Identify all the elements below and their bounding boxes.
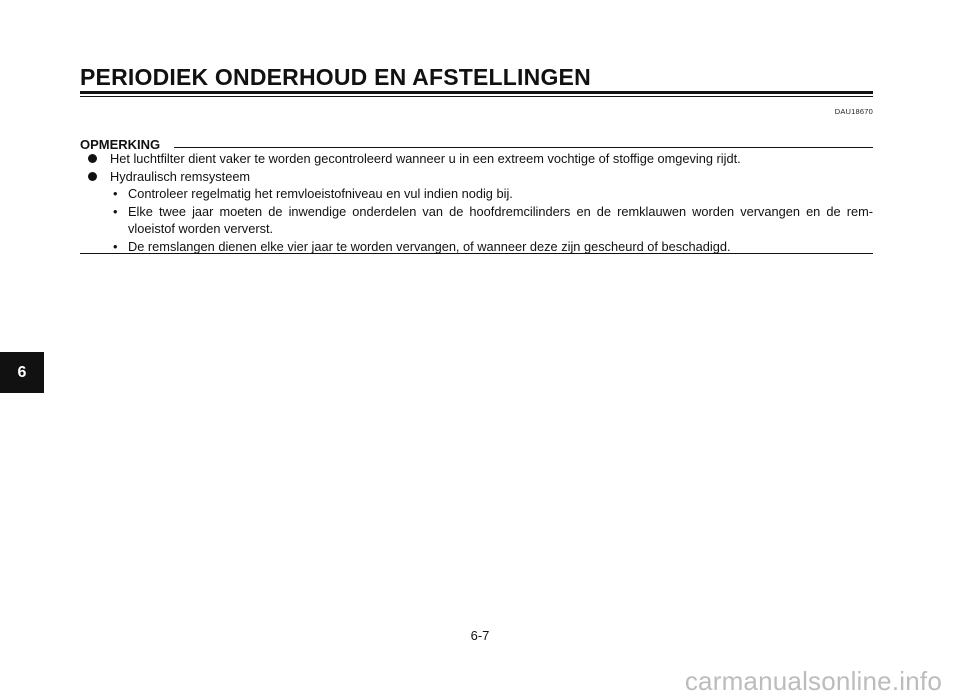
title-rule — [80, 91, 873, 94]
page-title: PERIODIEK ONDERHOUD EN AFSTELLINGEN — [80, 64, 591, 90]
title-rule-thin — [80, 96, 873, 97]
note-subitem-text: Controleer regelmatig het remvloeistofniveau en vul indien nodig bij. — [128, 186, 513, 201]
chapter-tab: 6 — [0, 352, 44, 393]
note-subitem — [80, 185, 873, 203]
page-number: 6-7 — [470, 628, 490, 643]
note-body — [80, 150, 873, 255]
bullet-dot-icon — [88, 172, 97, 181]
small-bullet-icon: • — [113, 238, 118, 254]
note-subitem-text: Elke twee jaar moeten de inwendige onderdelen van de hoofdremcilinders en de remklauwen worden vervangen en de rem-vloeistof worden ververst. — [128, 203, 873, 236]
watermark: carmanualsonline.info — [684, 666, 942, 696]
note-item-text: Het luchtfilter dient vaker te worden gecontroleerd wanneer u in een extreem vochtige of stoffige omgeving rijdt. — [110, 151, 741, 166]
bullet-dot-icon — [88, 154, 97, 163]
small-bullet-icon: • — [113, 186, 118, 201]
note-subitem — [80, 203, 873, 238]
note-item — [80, 168, 873, 186]
note-heading-rule — [174, 147, 873, 148]
note-heading-label: OPMERKING — [80, 137, 161, 152]
note-subitem-text: De remslangen dienen elke vier jaar te worden vervangen, of wanneer deze zijn gescheurd of beschadigd. — [128, 238, 731, 254]
note-bottom-rule — [80, 253, 873, 254]
note-item — [80, 150, 873, 168]
document-code: DAU18670 — [834, 107, 873, 116]
note-item-text: Hydraulisch remsysteem — [110, 168, 251, 184]
small-bullet-icon: • — [113, 203, 118, 219]
